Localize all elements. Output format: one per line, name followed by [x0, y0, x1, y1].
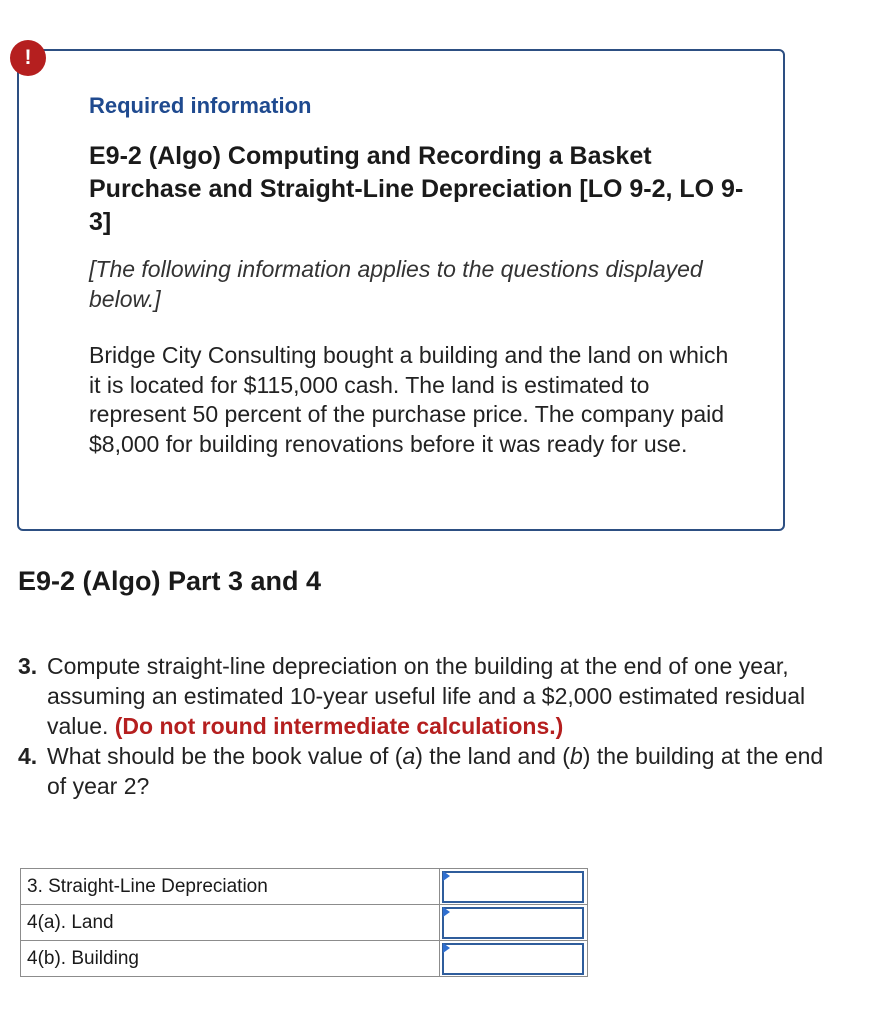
- exercise-title: E9-2 (Algo) Computing and Recording a Basket Purchase and Straight-Line Depreciation [LO 9-2, LO 9-3]: [89, 142, 744, 236]
- cell-marker-icon: [443, 943, 450, 953]
- required-information-heading: Required information: [89, 93, 312, 118]
- land-book-value-input[interactable]: [442, 907, 584, 939]
- question-3-text: Compute straight-line depreciation on the building at the end of one year, assuming an estimated 10-year useful life and a $2,000 estimated residual value.: [47, 653, 806, 739]
- answer-cell: [440, 905, 588, 941]
- question-4-a: a: [402, 743, 416, 769]
- alert-icon: !: [10, 40, 46, 76]
- row-label: 4(b). Building: [21, 941, 440, 977]
- question-list: [18, 651, 848, 801]
- answer-cell: [440, 869, 588, 905]
- question-4-text-part2: ) the land and (: [415, 743, 570, 769]
- table-row: [21, 905, 588, 941]
- table-row: [21, 869, 588, 905]
- question-4-number: 4.: [18, 743, 38, 769]
- building-book-value-input[interactable]: [442, 943, 584, 975]
- answer-table: [20, 868, 588, 977]
- question-3: [18, 651, 848, 741]
- answer-cell: [440, 941, 588, 977]
- cell-marker-icon: [443, 907, 450, 917]
- required-information-box: [17, 49, 785, 531]
- row-label: 3. Straight-Line Depreciation: [21, 869, 440, 905]
- table-row: [21, 941, 588, 977]
- question-3-number: 3.: [18, 653, 38, 679]
- question-3-emphasis: (Do not round intermediate calculations.): [114, 713, 564, 739]
- straight-line-depreciation-input[interactable]: [442, 871, 584, 903]
- question-4-text-part3: ) the building at the end of year 2?: [47, 743, 824, 799]
- scenario-text: Bridge City Consulting bought a building and the land on which it is located for $115,000 cash. The land is estimated to represent 50 percent of the purchase price. The company paid $8,000 for building renovations before it was ready for use.: [89, 342, 729, 457]
- applies-note: [The following information applies to the questions displayed below.]: [89, 256, 703, 312]
- row-label: 4(a). Land: [21, 905, 440, 941]
- part-title: E9-2 (Algo) Part 3 and 4: [18, 566, 322, 596]
- question-4-b: b: [569, 743, 583, 769]
- cell-marker-icon: [443, 871, 450, 881]
- question-4: [18, 741, 848, 801]
- question-4-text-part1: What should be the book value of (: [47, 743, 403, 769]
